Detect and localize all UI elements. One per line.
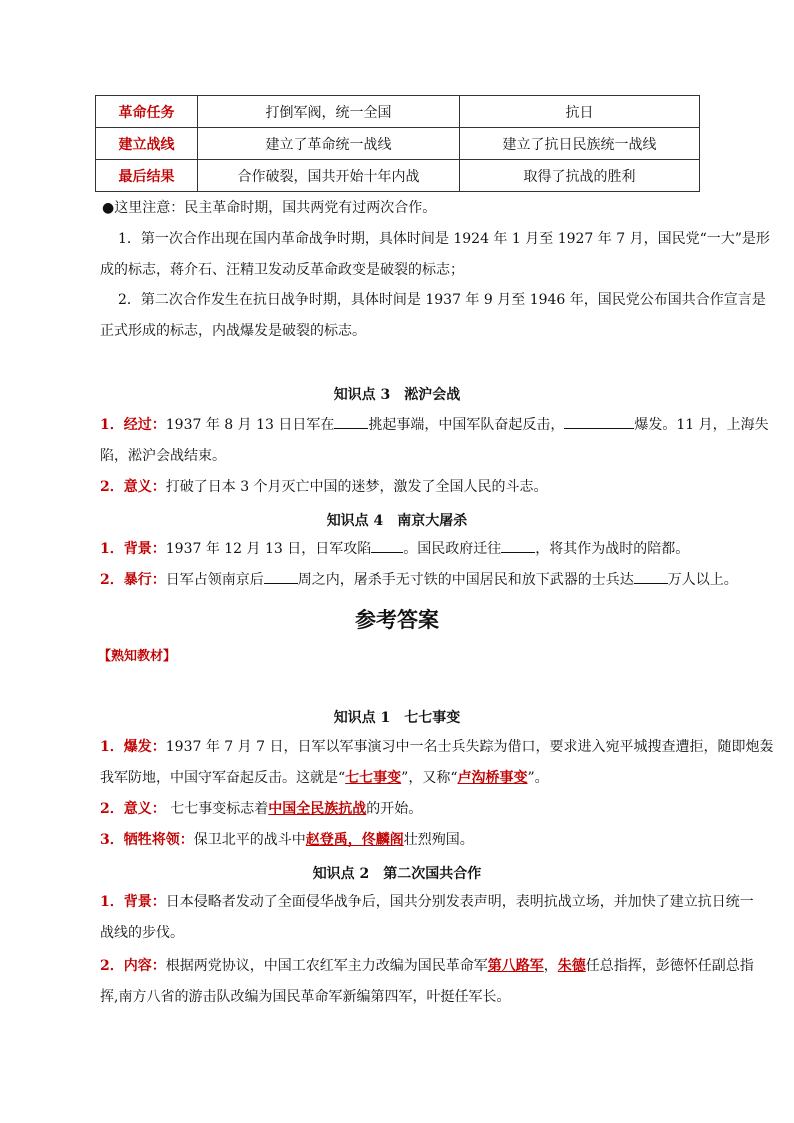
item-number: 2． [100,572,124,588]
answer-text: 卢沟桥事变 [457,770,528,786]
row-header: 革命任务 [96,96,198,128]
kp4-line-2 [100,565,738,596]
item-label: 暴行： [123,572,166,588]
item-label: 意义： [123,479,166,495]
text: ”，又称“ [401,770,458,786]
fill-blank[interactable] [334,414,368,429]
row-header: 最后结果 [96,160,198,192]
table-row [96,160,700,192]
text: 万人以上。 [667,572,738,588]
table-cell: 建立了抗日民族统一战线 [460,128,700,160]
fill-blank[interactable] [564,414,634,429]
item-number: 1． [100,894,124,910]
text: 任总指挥，彭德怀任副总指 [585,958,754,974]
kp3-line-2: 陷，淞沪会战结束。 [100,448,226,464]
text: 我军防地，中国守军奋起反击。这就是“ [100,770,346,786]
section-title-kp2: 知识点 2 第二次国共合作 [312,866,482,882]
item-number: 1． [100,541,124,557]
section-title-kp3: 知识点 3 淞沪会战 [333,387,461,403]
text: 日军占领南京后 [165,572,264,588]
item-label: 意义： [123,801,166,817]
note-paragraph-1-line-2: 成的标志，蒋介石、汪精卫发动反革命政变是破裂的标志； [100,262,464,278]
note-paragraph-1-line-1: 1．第一次合作出现在国内革命战争时期，具体时间是 1924 年 1 月至 1927 年 7 月，国民党“一大”是形 [118,231,770,247]
item-label: 爆发： [123,739,166,755]
table-cell: 建立了革命统一战线 [198,128,460,160]
text: 1937 年 8 月 13 日日军在 [165,417,335,433]
kp1-line-2 [100,763,730,794]
text: 根据两党协议，中国工农红军主力改编为国民革命军 [165,958,488,974]
item-number: 2． [100,958,124,974]
text: 爆发。11 月，上海失 [634,417,769,433]
text: ，将其作为战时的陪都。 [535,541,690,557]
fill-blank[interactable] [501,538,535,553]
kp2-line-1 [100,887,754,918]
item-label: 内容： [123,958,166,974]
answers-tag: 【熟知教材】 [98,649,177,664]
text: 壮烈殉国。 [403,832,474,848]
table-cell: 取得了抗战的胜利 [460,160,700,192]
item-label: 背景： [123,894,166,910]
answer-text: 第八路军 [487,958,544,974]
note-intro: ●这里注意：民主革命时期，国共两党有过两次合作。 [102,200,437,216]
kp1-line-1 [100,732,774,763]
answer-text: 赵登禹，佟麟阁 [305,832,404,848]
item-number: 1． [100,417,124,433]
text: 1937 年 7 月 7 日，日军以军事演习中一名士兵失踪为借口，要求进入宛平城搜查遭拒，随即炮轰 [165,739,774,755]
answer-text: 七七事变 [345,770,402,786]
item-label: 牺牲将领： [123,832,194,848]
answer-text: 朱德 [557,958,586,974]
comparison-table [95,95,700,192]
note-paragraph-2-line-2: 正式形成的标志，内战爆发是破裂的标志。 [100,323,366,339]
item-number: 2． [100,479,124,495]
section-title-kp1: 知识点 1 七七事变 [333,710,461,726]
fill-blank[interactable] [371,538,403,553]
text: ， [543,958,558,974]
kp3-line-3 [100,472,730,503]
table-cell: 打倒军阀，统一全国 [198,96,460,128]
text: 日本侵略者发动了全面侵华战争后，国共分别发表声明，表明抗战立场，并加快了建立抗日统一 [165,894,754,910]
kp2-line-3 [100,951,754,982]
item-label: 背景： [123,541,166,557]
text: ”。 [527,770,549,786]
item-number: 3． [100,832,124,848]
kp4-line-1 [100,534,730,565]
item-number: 2． [100,801,124,817]
item-label: 经过： [123,417,166,433]
text: 七七事变标志着 [165,801,269,817]
kp1-line-4 [100,825,730,856]
table-row [96,96,700,128]
table-cell: 合作破裂，国共开始十年内战 [198,160,460,192]
table-row [96,128,700,160]
kp3-line-1 [100,410,769,441]
kp1-line-3 [100,794,730,825]
text: 保卫北平的战斗中 [193,832,306,848]
item-number: 1． [100,739,124,755]
text: 挑起事端，中国军队奋起反击， [368,417,565,433]
answers-heading: 参考答案 [355,607,439,632]
note-paragraph-2-line-1: 2．第二次合作发生在抗日战争时期，具体时间是 1937 年 9 月至 1946 年，国民党公布国共合作宣言是 [118,292,766,308]
text: 1937 年 12 月 13 日，日军攻陷 [165,541,372,557]
kp2-line-2: 战线的步伐。 [100,925,184,941]
text: 。国民政府迁往 [403,541,502,557]
fill-blank[interactable] [264,569,298,584]
row-header: 建立战线 [96,128,198,160]
answer-text: 中国全民族抗战 [268,801,367,817]
text: 周之内，屠杀手无寸铁的中国居民和放下武器的士兵达 [297,572,634,588]
fill-blank[interactable] [634,569,668,584]
section-title-kp4: 知识点 4 南京大屠杀 [326,513,468,529]
table-cell: 抗日 [460,96,700,128]
text: 打破了日本 3 个月灭亡中国的迷梦，激发了全国人民的斗志。 [165,479,548,495]
kp2-line-4: 挥,南方八省的游击队改编为国民革命军新编第四军，叶挺任军长。 [100,989,511,1005]
text: 的开始。 [366,801,423,817]
